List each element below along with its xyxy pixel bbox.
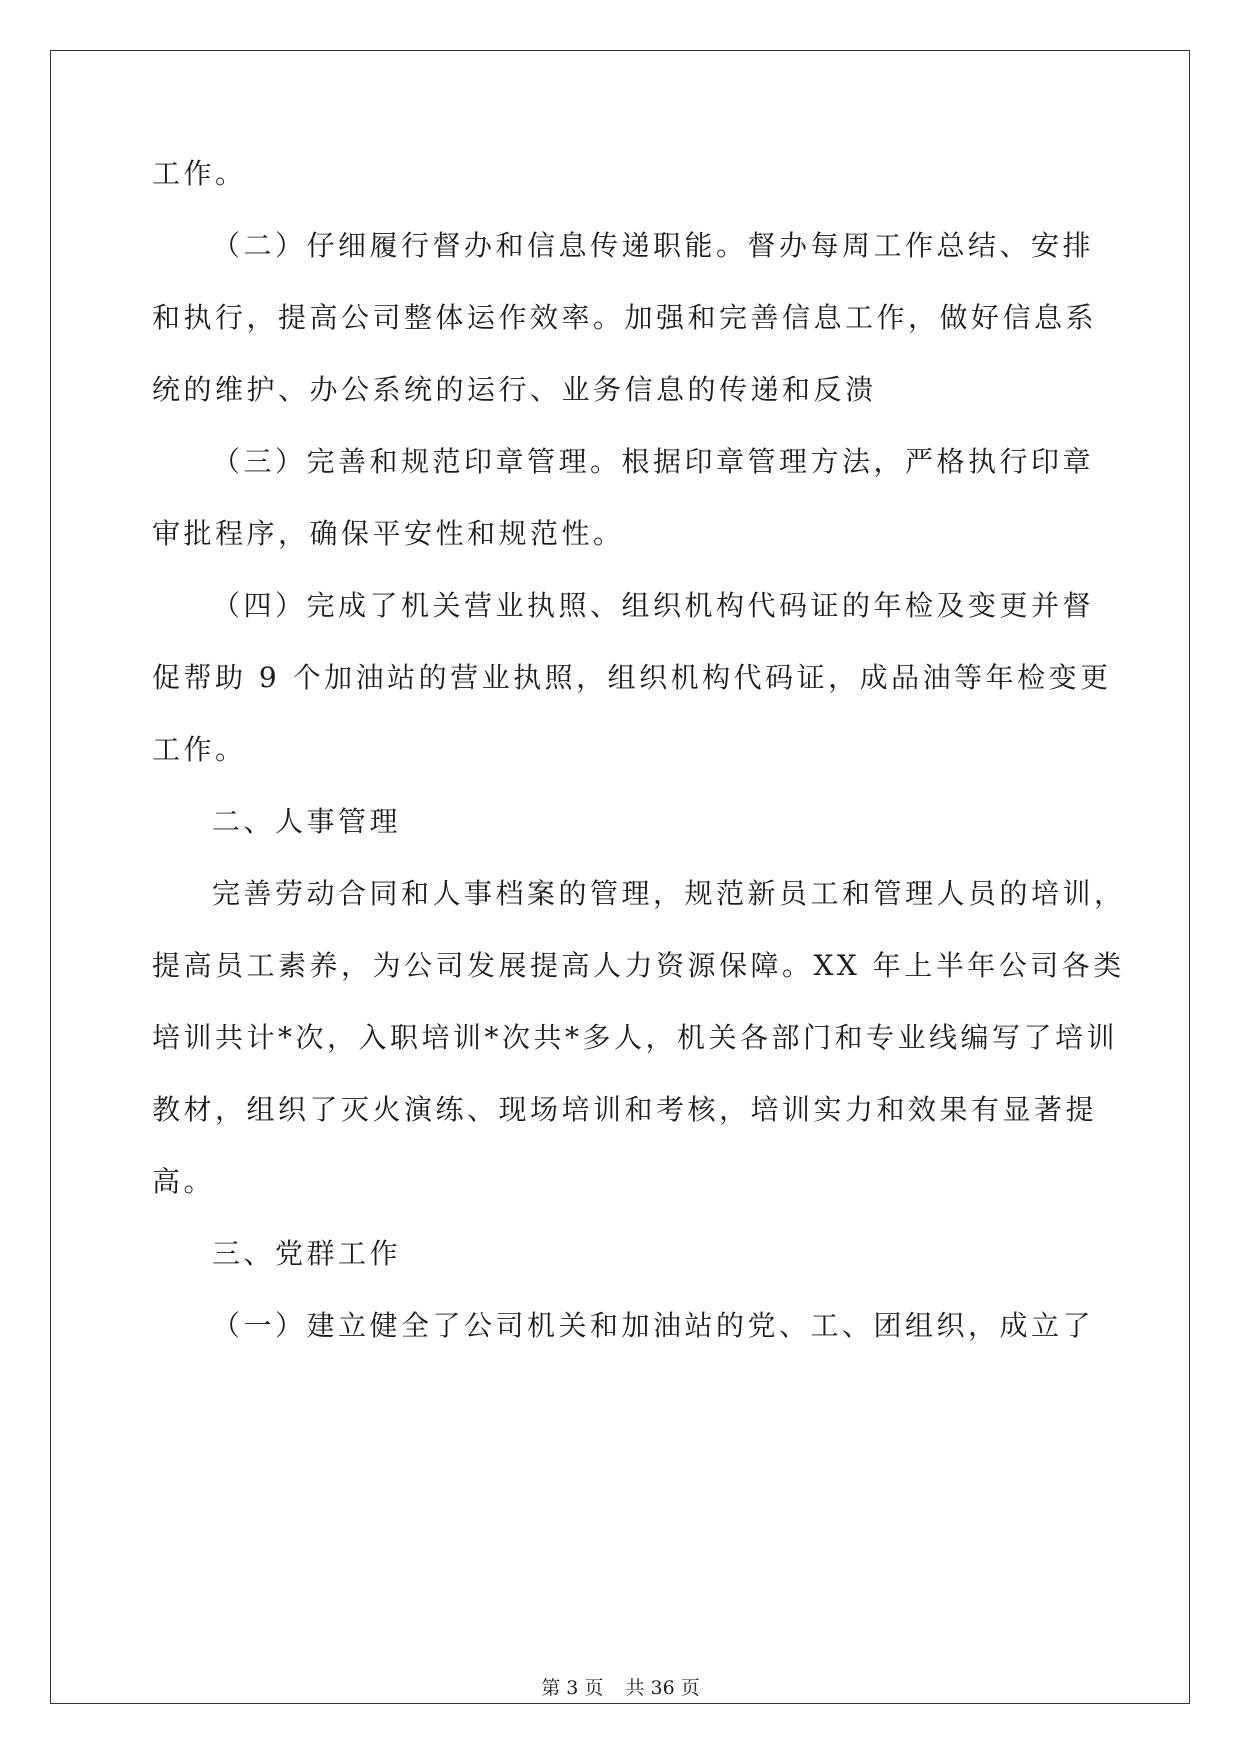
paragraph-line: 审批程序，确保平安性和规范性。 (152, 517, 625, 550)
paragraph-line: 完善劳动合同和人事档案的管理，规范新员工和管理人员的培训， (212, 877, 1126, 910)
paragraph-line: 提高员工素养，为公司发展提高人力资源保障。XX 年上半年公司各类 (152, 949, 1125, 982)
paragraph-line: 促帮助 9 个加油站的营业执照，组织机构代码证，成品油等年检变更 (152, 661, 1112, 694)
paragraph-line: （二）仔细履行督办和信息传递职能。督办每周工作总结、安排 (212, 229, 1095, 262)
page-footer (0, 1676, 1241, 1700)
paragraph-line: 高。 (152, 1165, 216, 1198)
paragraph-line: （一）建立健全了公司机关和加油站的党、工、团组织，成立了 (212, 1309, 1095, 1342)
section-heading: 二、人事管理 (212, 805, 402, 838)
paragraph-line: （四）完成了机关营业执照、组织机构代码证的年检及变更并督 (212, 589, 1095, 622)
section-heading: 三、党群工作 (212, 1237, 402, 1270)
page-number-current: 第 3 页 (541, 1677, 604, 1699)
paragraph-line: 工作。 (152, 157, 247, 190)
paragraph-line: 统的维护、办公系统的运行、业务信息的传递和反溃 (152, 373, 877, 406)
paragraph-line: 工作。 (152, 733, 247, 766)
paragraph-line: 和执行，提高公司整体运作效率。加强和完善信息工作，做好信息系 (152, 301, 1098, 334)
paragraph-line: 教材，组织了灭火演练、现场培训和考核，培训实力和效果有显著提 (152, 1093, 1098, 1126)
paragraph-line: （三）完善和规范印章管理。根据印章管理方法，严格执行印章 (212, 445, 1095, 478)
paragraph-line: 培训共计*次，入职培训*次共*多人，机关各部门和专业线编写了培训 (152, 1021, 1119, 1054)
page-number-total: 共 36 页 (625, 1677, 700, 1699)
